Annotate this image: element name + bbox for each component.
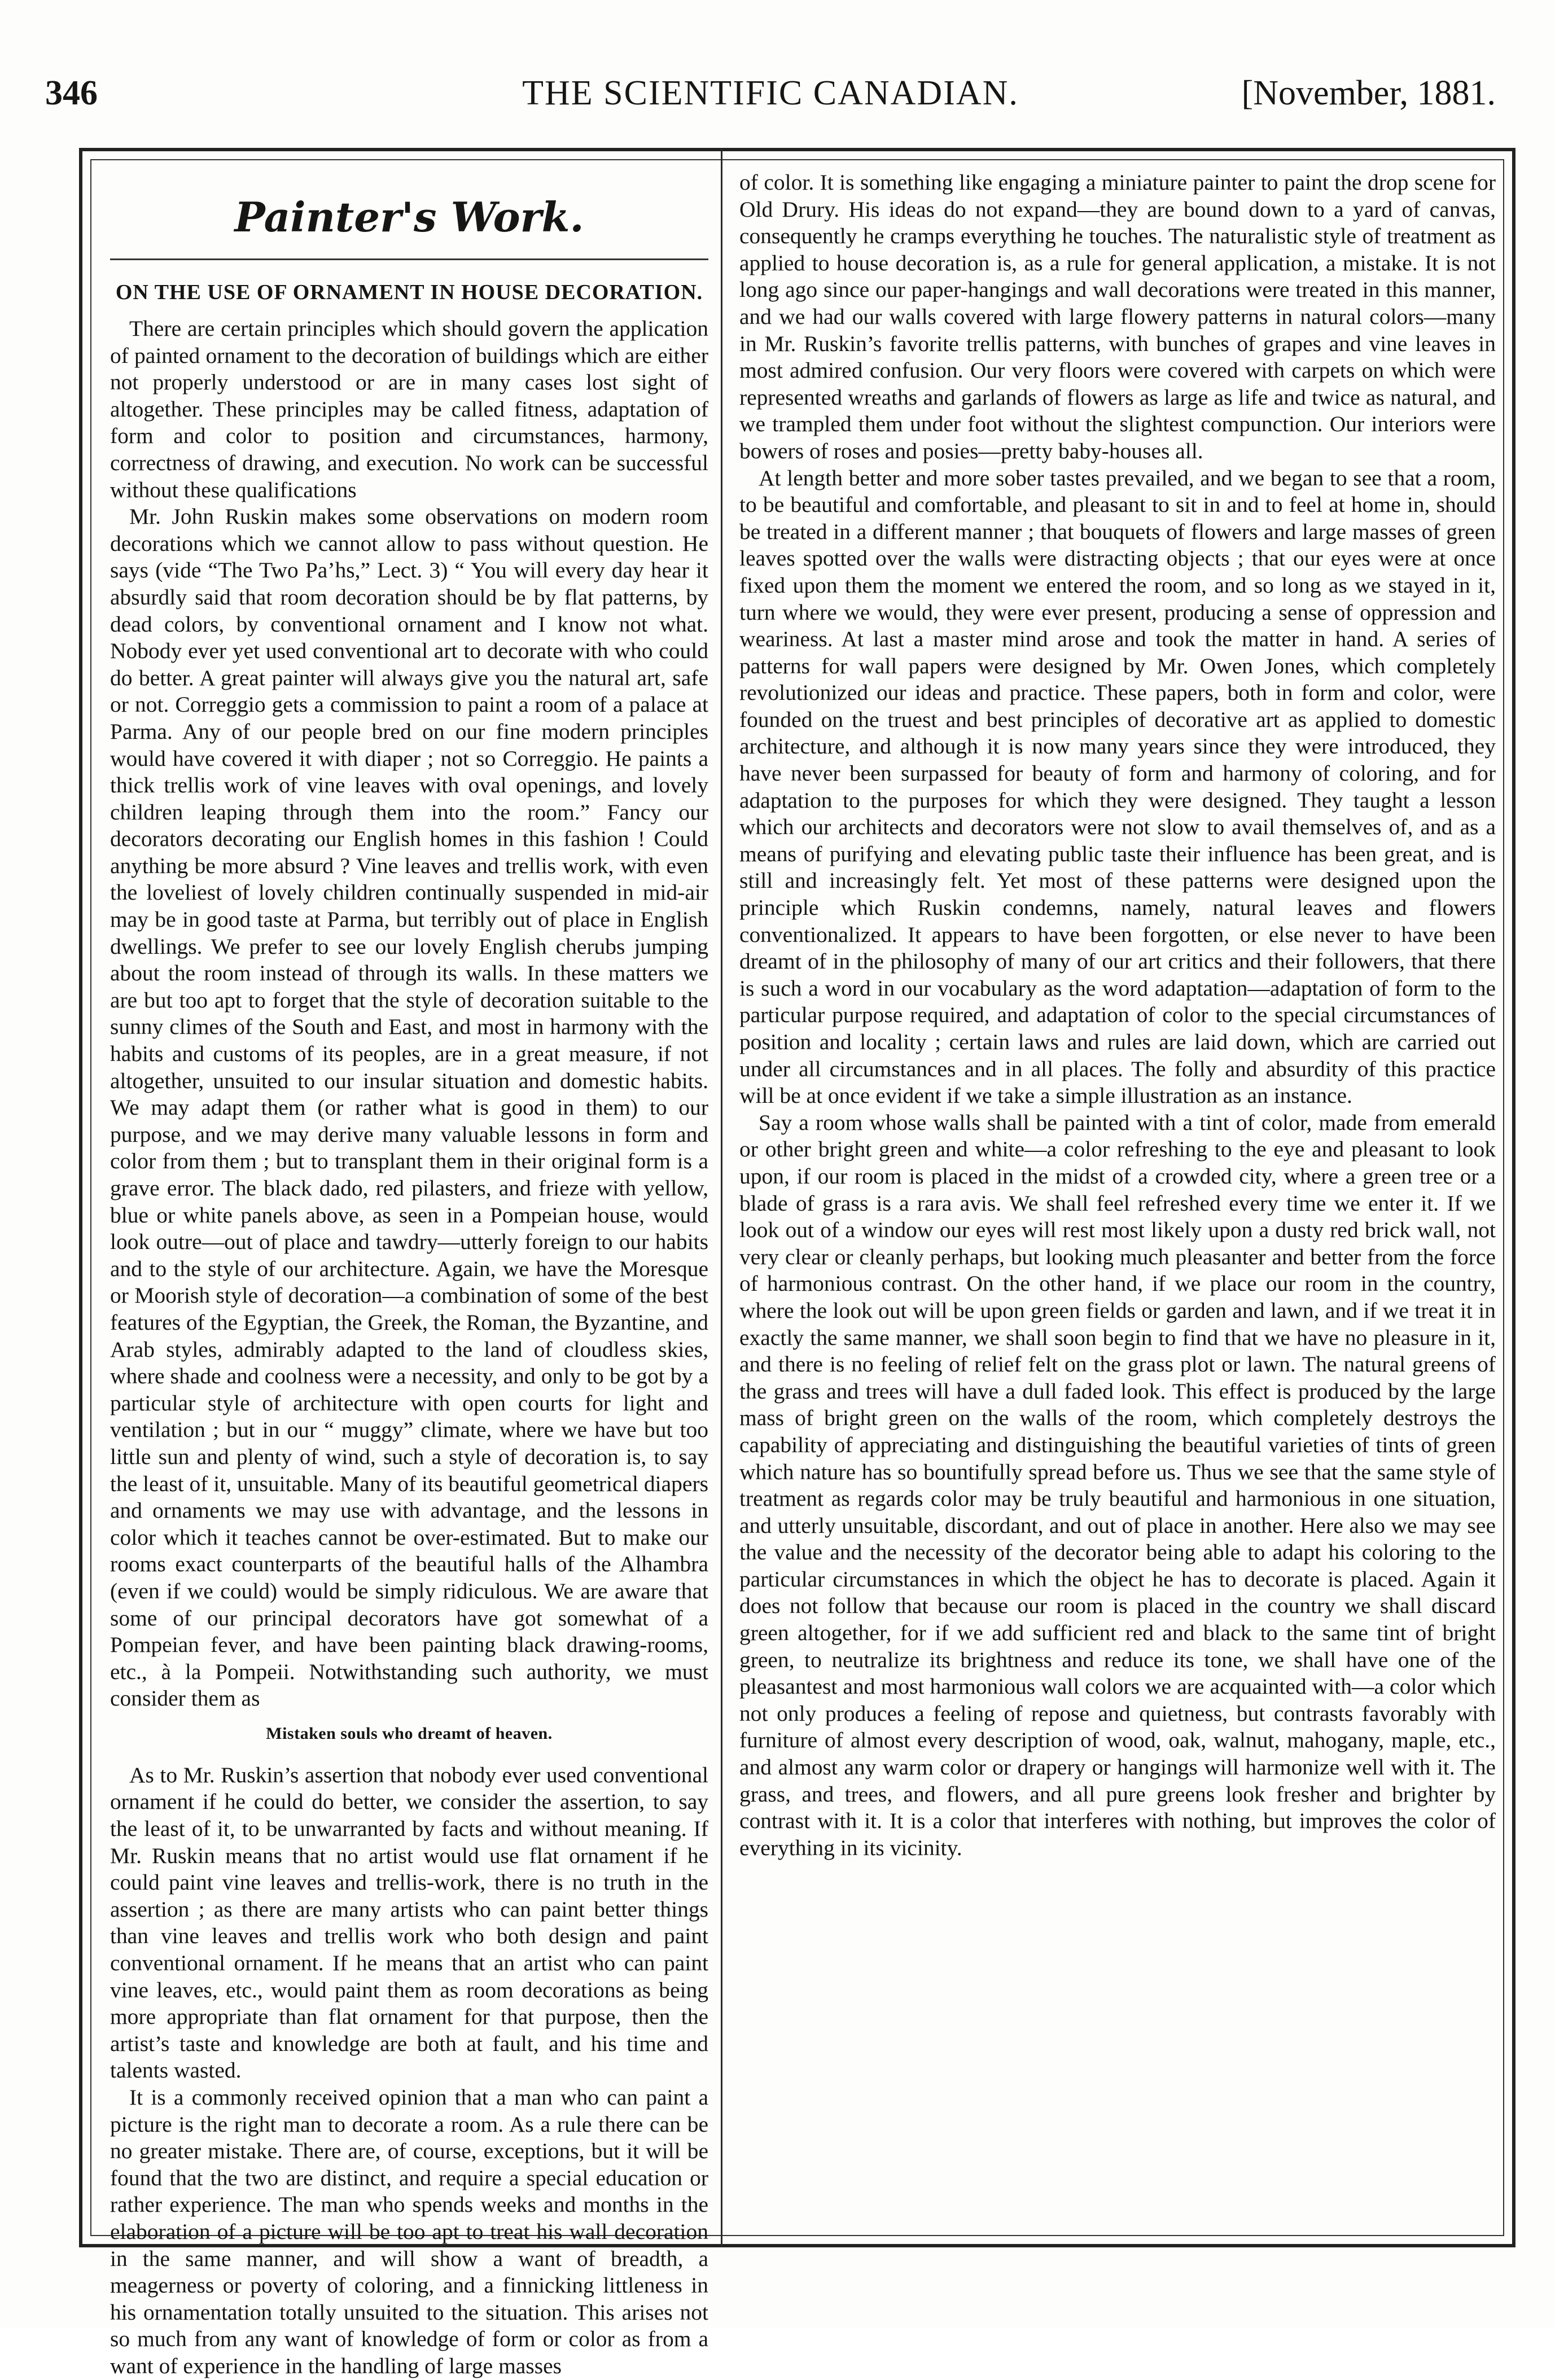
paragraph: It is a commonly received opinion that a man who can paint a picture is the right man to decorate a room. As a rule there can be no greater mistake. There are, of course, exceptions, but it will be found that the two are distinct, and require a special education or rather experience. The man who spends weeks and months in the elaboration of a picture will be too apt to treat his wall decoration in the same manner, and will show a want of breadth, a meagerness or poverty of coloring, and a finnicking littleness in his ornamentation totally unsuited to the situation. This arises not so much from any want of knowledge of form or color as from a want of experience in the handling of large masses <box>110 2085 708 2378</box>
page-number: 346 <box>45 74 98 112</box>
paragraph: As to Mr. Ruskin’s assertion that nobody ever used conventional ornament if he could do better, we consider the assertion, to say the least of it, to be unwarranted by facts and without meaning. If Mr. Ruskin means that no artist would use flat ornament if he could paint vine leaves and trellis-work, there is no truth in the assertion ; as there are many artists who can paint better things than vine leaves and trellis work who both design and paint conventional ornament. If he means that an artist who can paint vine leaves, etc., would paint them as room decorations as being more appropriate than flat ornament for that purpose, then the artist’s taste and knowledge are both at fault, and his time and talents wasted. <box>110 1762 708 2083</box>
running-head <box>45 68 1496 119</box>
right-column <box>739 169 1496 1861</box>
column-divider <box>721 148 722 2247</box>
section-title: Painter's Work. <box>234 193 584 241</box>
paragraph: There are certain principles which should govern the application of painted ornament to the decoration of buildings which are either not properly understood or are in many cases lost sight of altogether. These principles may be called fitness, adaptation of form and color to position and circumstances, harmony, correctness of drawing, and execution. No work can be successful without these qualifications <box>110 316 708 502</box>
paragraph: At length better and more sober tastes prevailed, and we began to see that a room, to be beautiful and comfortable, and pleasant to sit in and to feel at home in, should be treated in a different manner ; that bouquets of flowers and large masses of green leaves spotted over the walls were distracting objects ; that our eyes were at once fixed upon them the moment we entered the room, and so long as we stayed in it, turn where we would, they were ever present, producing a sense of oppression and weariness. At last a master mind arose and took the matter in hand. A series of patterns for wall papers were designed by Mr. Owen Jones, which completely revolutionized our ideas and practice. These papers, both in form and color, were founded on the truest and best principles of decorative art as applied to domestic architecture, and although it is now many years since they were introduced, they have never been surpassed for beauty of form and harmony of coloring, and for adaptation to the purposes for which they were designed. They taught a lesson which our architects and decorators were not slow to avail themselves of, and as a means of purifying and elevating public taste their influence has been great, and is still and increasingly felt. Yet most of these patterns were designed upon the principle which Ruskin condemns, namely, natural leaves and flowers conventionalized. It appears to have been forgotten, or else never to have been dreamt of in the philosophy of many of our art critics and their followers, that there is such a word in our vocabulary as the word adaptation—adaptation of form to the particular purpose required, and adaptation of color to the special circumstances of position and locality ; certain laws and rules are laid down, which are carried out under all circumstances and in all places. The folly and absurdity of this practice will be at once evident if we take a simple illustration as an instance. <box>739 465 1496 1108</box>
left-column <box>110 169 708 2380</box>
issue-date: [November, 1881. <box>1241 74 1496 112</box>
paragraph: Say a room whose walls shall be painted with a tint of color, made from emerald or other bright green and white—a color refreshing to the eye and pleasant to look upon, if our room is placed in the midst of a crowded city, where a green tree or a blade of grass is a rara avis. We shall feel refreshed every time we enter it. If we look out of a window our eyes will rest most likely upon a dusty red brick wall, not very clear or cleanly perhaps, but looking much pleasanter and better from the force of harmonious contrast. On the other hand, if we place our room in the country, where the look out will be upon green fields or garden and lawn, and if we treat it in exactly the same manner, we shall soon begin to find that we have no pleasure in it, and there is no feeling of relief felt on the grass plot or lawn. The natural greens of the grass and trees will have a dull faded look. This effect is produced by the large mass of bright green on the walls of the room, which completely destroys the capability of appreciating and distinguishing the beautiful varieties of tints of green which nature has so bountifully spread before us. Thus we see that the same style of treatment as regards color may be truly beautiful and harmonious in one situation, and utterly unsuitable, discordant, and out of place in another. Here also we may see the value and the necessity of the decorator being able to adapt his coloring to the particular circumstances in which the object he has to decorate is placed. Again it does not follow that because our room is placed in the country we shall discard green altogether, for if we add sufficient red and black to the same tint of bright green, to neutralize its brightness and reduce its tone, we shall have one of the pleasantest and most harmonious wall colors we are acquainted with—a color which not only produces a feeling of repose and quietness, but contrasts favorably with furniture of almost every description of wood, oak, walnut, mahogany, maple, etc., and almost any warm color or drapery or hangings will harmonize well with it. The grass, and trees, and flowers, and all pure greens look fresher and brighter by contrast with it. It is a color that interferes with nothing, but improves the color of everything in its vicinity. <box>739 1110 1496 1860</box>
title-rule <box>110 258 708 260</box>
journal-title: THE SCIENTIFIC CANADIAN. <box>522 74 1019 112</box>
quotation: Mistaken souls who dreamt of heaven. <box>266 1724 553 1743</box>
paragraph-continued: of color. It is something like engaging a miniature painter to paint the drop scene for Old Drury. His ideas do not expand—they are bound down to a yard of canvas, consequently he cramps everything he touches. The naturalistic style of treatment as applied to house decoration is, as a rule for general application, a mistake. It is not long ago since our paper-hangings and wall decorations were treated in this manner, and we had our walls covered with large flowery patterns in natural colors—many in Mr. Ruskin’s favorite trellis patterns, with bunches of grapes and vine leaves in most admired confusion. Our very floors were covered with carpets on which were represented wreaths and garlands of flowers as large as life and twice as natural, and we trampled them under foot without the slightest compunction. Our interiors were bowers of roses and posies—pretty baby-houses all. <box>739 170 1496 463</box>
article-title: ON THE USE OF ORNAMENT IN HOUSE DECORATION. <box>115 280 703 304</box>
paragraph: Mr. John Ruskin makes some observations on modern room decorations which we cannot allow to pass without question. He says (vide “The Two Pa’hs,” Lect. 3) “ You will every day hear it absurdly said that room decoration should be by flat patterns, by dead colors, by conventional ornament and I know not what. Nobody ever yet used conventional art to decorate with who could do better. A great painter will always give you the natural art, safe or not. Correggio gets a commission to paint a room of a palace at Parma. Any of our people bred on our fine modern principles would have covered it with diaper ; not so Correggio. He paints a thick trellis work of vine leaves with oval openings, and lovely children leaping through them into the room.” Fancy our decorators decorating our English homes in this fashion ! Could anything be more absurd ? Vine leaves and trellis work, with even the loveliest of lovely children continually suspended in mid-air may be in good taste at Parma, but terribly out of place in English dwellings. We prefer to see our lovely English cherubs jumping about the room instead of through its walls. In these matters we are but too apt to forget that the style of decoration suitable to the sunny climes of the South and East, and most in harmony with the habits and customs of its peoples, are in a great measure, if not altogether, unsuited to our insular situation and domestic habits. We may adapt them (or rather what is good in them) to our purpose, and we may derive many valuable lessons in form and color from them ; but to transplant them in their original form is a grave error. The black dado, red pilasters, and frieze with yellow, blue or white panels above, as seen in a Pompeian house, would look outre—out of place and tawdry—utterly foreign to our habits and to the style of our architecture. Again, we have the Moresque or Moorish style of decoration—a combination of some of the best features of the Egyptian, the Greek, the Roman, the Byzantine, and Arab styles, admirably adapted to the land of cloudless skies, where shade and coolness were a necessity, and only to be got by a particular style of architecture with open courts for light and ventilation ; but in our “ muggy” climate, where we have but too little sun and plenty of wind, such a style of decoration is, to say the least of it, unsuitable. Many of its beautiful geometrical diapers and ornaments we may use with advantage, and the lessons in color which it teaches cannot be over-estimated. But to make our rooms exact counterparts of the beautiful halls of the Alhambra (even if we could) would be simply ridiculous. We are aware that some of our principal decorators have got somewhat of a Pompeian fever, and have been painting black drawing-rooms, etc., à la Pompeii. Notwithstanding such authority, we must consider them as <box>110 504 708 1711</box>
